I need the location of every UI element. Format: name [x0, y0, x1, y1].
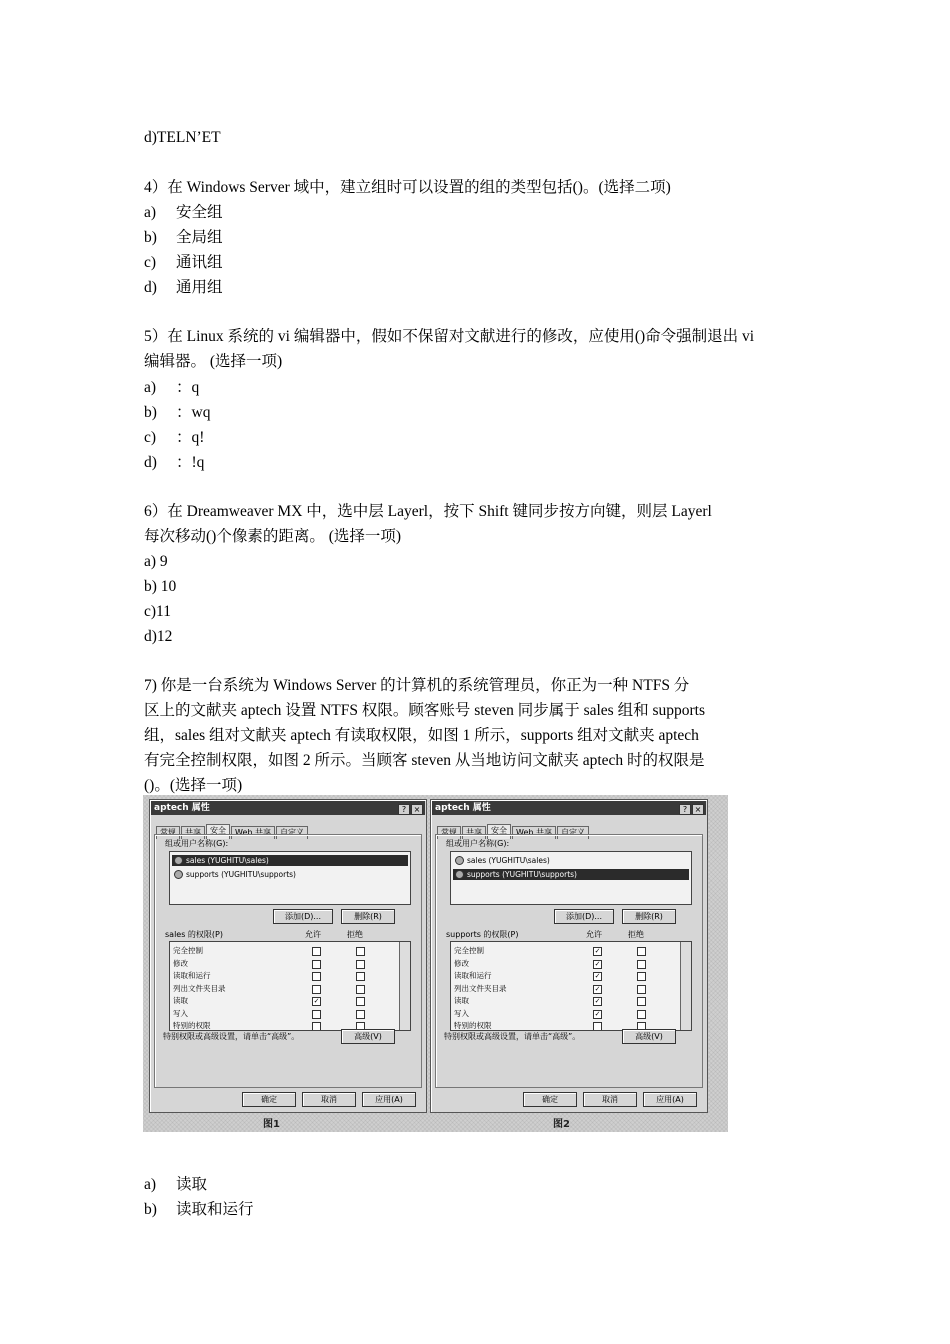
- properties-dialog: [430, 799, 708, 1113]
- deny-checkbox[interactable]: [637, 972, 646, 981]
- option-label: c): [144, 254, 157, 271]
- text-line: [144, 1175, 207, 1195]
- text-line: [144, 228, 223, 248]
- properties-dialog: [149, 799, 427, 1113]
- option-label: d): [144, 279, 157, 296]
- tab-0[interactable]: 常规: [156, 826, 180, 839]
- text-line: [144, 253, 223, 273]
- deny-checkbox[interactable]: [637, 947, 646, 956]
- option-label: b): [144, 1201, 157, 1218]
- user-list-item[interactable]: [453, 855, 689, 866]
- text-line: 编辑器。 (选择一项): [144, 353, 283, 370]
- title-buttons: [397, 803, 423, 817]
- deny-checkbox[interactable]: [637, 997, 646, 1006]
- text-line: 区上的文献夹 aptech 设置 NTFS 权限。顾客账号 steven 同步属于 sales 组和 supports: [144, 702, 705, 719]
- allow-checkbox[interactable]: [593, 1022, 602, 1031]
- apply-button[interactable]: 应用(A): [362, 1092, 416, 1107]
- allow-header: 允许: [586, 930, 602, 939]
- permission-name: 读取和运行: [173, 971, 211, 980]
- advanced-button[interactable]: 高级(V): [341, 1029, 395, 1044]
- permission-name: 写入: [454, 1008, 469, 1018]
- apply-button[interactable]: 应用(A): [643, 1092, 697, 1107]
- allow-checkbox[interactable]: ✓: [594, 1009, 601, 1018]
- tab-1[interactable]: 共享: [462, 826, 486, 839]
- allow-checkbox[interactable]: [312, 985, 321, 994]
- dialog-title: [432, 801, 706, 815]
- option-text: ：q: [176, 379, 200, 396]
- deny-checkbox[interactable]: [356, 960, 365, 969]
- allow-checkbox[interactable]: ✓: [594, 947, 601, 955]
- permission-name: 列出文件夹目录: [173, 983, 226, 993]
- dialog-title-text: aptech 属性: [435, 803, 491, 813]
- cancel-button[interactable]: 取消: [302, 1092, 356, 1107]
- text-line: 4）在 Windows Server 域中，建立组时可以设置的组的类型包括()。(选择二项): [144, 179, 671, 196]
- tab-3[interactable]: Web 共享: [231, 826, 275, 839]
- allow-checkbox[interactable]: ✓: [594, 997, 601, 1005]
- permission-scrollbar[interactable]: [680, 942, 691, 1030]
- text-line: 有完全控制权限，如图 2 所示。当顾客 steven 从当地访问文献夹 aptech 时的权限是: [144, 752, 705, 769]
- option-text: 安全组: [176, 204, 223, 221]
- dialog-title-text: aptech 属性: [154, 803, 210, 813]
- text-line: [144, 428, 204, 448]
- figure-caption: 图1: [263, 1119, 280, 1130]
- allow-header: 允许: [305, 930, 321, 939]
- user-name: supports (YUGHITU\supports): [467, 870, 577, 879]
- allow-checkbox[interactable]: [312, 972, 321, 981]
- user-list-item[interactable]: [453, 869, 689, 880]
- permission-name: 特别的权限: [454, 1021, 492, 1030]
- remove-button[interactable]: 删除(R): [622, 909, 676, 924]
- permission-name: 读取: [454, 996, 469, 1005]
- deny-checkbox[interactable]: [637, 1010, 646, 1019]
- deny-checkbox[interactable]: [356, 1010, 365, 1019]
- security-panel: [435, 834, 703, 1088]
- option-text: 读取: [176, 1176, 208, 1193]
- close-button[interactable]: ×: [411, 804, 423, 815]
- permission-name: 读取和运行: [454, 971, 492, 980]
- option-text: ：q!: [176, 429, 205, 446]
- text-line: b) 10: [144, 578, 177, 595]
- deny-checkbox[interactable]: [356, 972, 365, 981]
- option-text: ：!q: [176, 454, 205, 471]
- user-list[interactable]: [450, 851, 692, 905]
- allow-checkbox[interactable]: ✓: [594, 984, 601, 993]
- tab-1[interactable]: 共享: [181, 826, 205, 839]
- text-line: ()。(选择一项): [144, 777, 243, 794]
- help-button[interactable]: ?: [679, 804, 691, 815]
- tab-4[interactable]: 自定义: [557, 826, 589, 839]
- tab-0[interactable]: 常规: [437, 826, 461, 839]
- option-label: a): [144, 1176, 157, 1193]
- text-line: [144, 1200, 254, 1220]
- tab-strip: [156, 820, 309, 837]
- permission-name: 修改: [173, 958, 188, 968]
- permission-name: 读取: [173, 996, 188, 1005]
- option-label: b): [144, 404, 157, 421]
- names-label: 组或用户名称(G):: [165, 839, 229, 848]
- user-list-item[interactable]: [172, 855, 408, 866]
- tab-3[interactable]: Web 共享: [512, 826, 556, 839]
- allow-checkbox[interactable]: [312, 1010, 321, 1019]
- text-line: [144, 278, 223, 298]
- deny-checkbox[interactable]: [356, 997, 365, 1006]
- text-line: [144, 403, 210, 423]
- option-label: a): [144, 379, 157, 396]
- permission-name: 写入: [173, 1008, 188, 1018]
- permissions-label: supports 的权限(P): [446, 930, 519, 939]
- permission-name: 列出文件夹目录: [454, 983, 507, 993]
- ok-button[interactable]: 确定: [242, 1092, 296, 1107]
- text-line: [144, 453, 204, 473]
- permission-list: [450, 941, 692, 1031]
- ok-button[interactable]: 确定: [523, 1092, 577, 1107]
- title-buttons: [678, 803, 704, 817]
- option-text: 通讯组: [176, 254, 223, 271]
- option-text: ：wq: [176, 404, 211, 421]
- tab-strip: [437, 820, 590, 837]
- user-group-icon: [174, 856, 183, 865]
- tab-2[interactable]: 安全: [206, 824, 230, 839]
- user-list[interactable]: [169, 851, 411, 905]
- figure-caption: 图2: [553, 1119, 570, 1130]
- text-line: a) 9: [144, 553, 168, 570]
- advanced-button[interactable]: 高级(V): [622, 1029, 676, 1044]
- option-text: 通用组: [176, 279, 223, 296]
- permission-name: 完全控制: [173, 946, 203, 955]
- tab-4[interactable]: 自定义: [276, 826, 308, 839]
- deny-checkbox[interactable]: [637, 985, 646, 994]
- advanced-hint: 特别权限或高级设置，请单击“高级”。: [444, 1032, 581, 1041]
- option-label: a): [144, 204, 157, 221]
- remove-button[interactable]: 删除(R): [341, 909, 395, 924]
- dialog-title: [151, 801, 425, 815]
- add-button[interactable]: 添加(D)...: [554, 909, 614, 924]
- help-button[interactable]: ?: [398, 804, 410, 815]
- deny-header: 拒绝: [347, 930, 363, 939]
- text-line: 7) 你是一台系统为 Windows Server 的计算机的系统管理员，你正为一种 NTFS 分: [144, 677, 690, 694]
- option-text: 全局组: [176, 229, 223, 246]
- deny-checkbox[interactable]: [637, 960, 646, 969]
- option-label: c): [144, 429, 157, 446]
- option-label: b): [144, 229, 157, 246]
- add-button[interactable]: 添加(D)...: [273, 909, 333, 924]
- permission-scrollbar[interactable]: [399, 942, 410, 1030]
- option-label: d): [144, 454, 157, 471]
- text-line: d)TELN’ET: [144, 129, 221, 146]
- allow-checkbox[interactable]: ✓: [594, 972, 601, 980]
- user-name: sales (YUGHITU\sales): [467, 856, 550, 865]
- user-name: sales (YUGHITU\sales): [186, 856, 269, 865]
- deny-header: 拒绝: [628, 930, 644, 939]
- user-name: supports (YUGHITU\supports): [186, 870, 296, 879]
- allow-checkbox[interactable]: [312, 947, 321, 956]
- user-group-icon: [174, 870, 183, 879]
- advanced-hint: 特别权限或高级设置，请单击“高级”。: [163, 1032, 300, 1041]
- close-button[interactable]: ×: [692, 804, 704, 815]
- permission-name: 修改: [454, 958, 469, 968]
- allow-checkbox[interactable]: ✓: [313, 997, 320, 1005]
- text-line: d)12: [144, 628, 173, 645]
- deny-checkbox[interactable]: [356, 985, 365, 994]
- allow-checkbox[interactable]: [312, 960, 321, 969]
- names-label: 组或用户名称(G):: [446, 839, 510, 848]
- cancel-button[interactable]: 取消: [583, 1092, 637, 1107]
- option-text: 读取和运行: [176, 1201, 254, 1218]
- text-line: 5）在 Linux 系统的 vi 编辑器中，假如不保留对文献进行的修改，应使用()命令强制退出 vi: [144, 328, 755, 345]
- user-group-icon: [455, 870, 464, 879]
- permission-list: [169, 941, 411, 1031]
- tab-2[interactable]: 安全: [487, 824, 511, 839]
- text-line: 组，sales 组对文献夹 aptech 有读取权限，如图 1 所示，supports 组对文献夹 aptech: [144, 727, 699, 744]
- user-group-icon: [455, 856, 464, 865]
- allow-checkbox[interactable]: ✓: [594, 959, 601, 968]
- text-line: [144, 378, 199, 398]
- allow-checkbox[interactable]: [312, 1022, 321, 1031]
- text-line: [144, 203, 223, 223]
- text-line: 每次移动()个像素的距离。 (选择一项): [144, 528, 402, 545]
- permissions-label: sales 的权限(P): [165, 930, 223, 939]
- permission-name: 完全控制: [454, 946, 484, 955]
- security-panel: [154, 834, 422, 1088]
- permissions-figure: [143, 795, 728, 1132]
- text-line: 6）在 Dreamweaver MX 中，选中层 Layerl，按下 Shift 键同步按方向键，则层 Layerl: [144, 503, 712, 520]
- permission-name: 特别的权限: [173, 1021, 211, 1030]
- text-line: c)11: [144, 603, 171, 620]
- deny-checkbox[interactable]: [356, 947, 365, 956]
- user-list-item[interactable]: [172, 869, 408, 880]
